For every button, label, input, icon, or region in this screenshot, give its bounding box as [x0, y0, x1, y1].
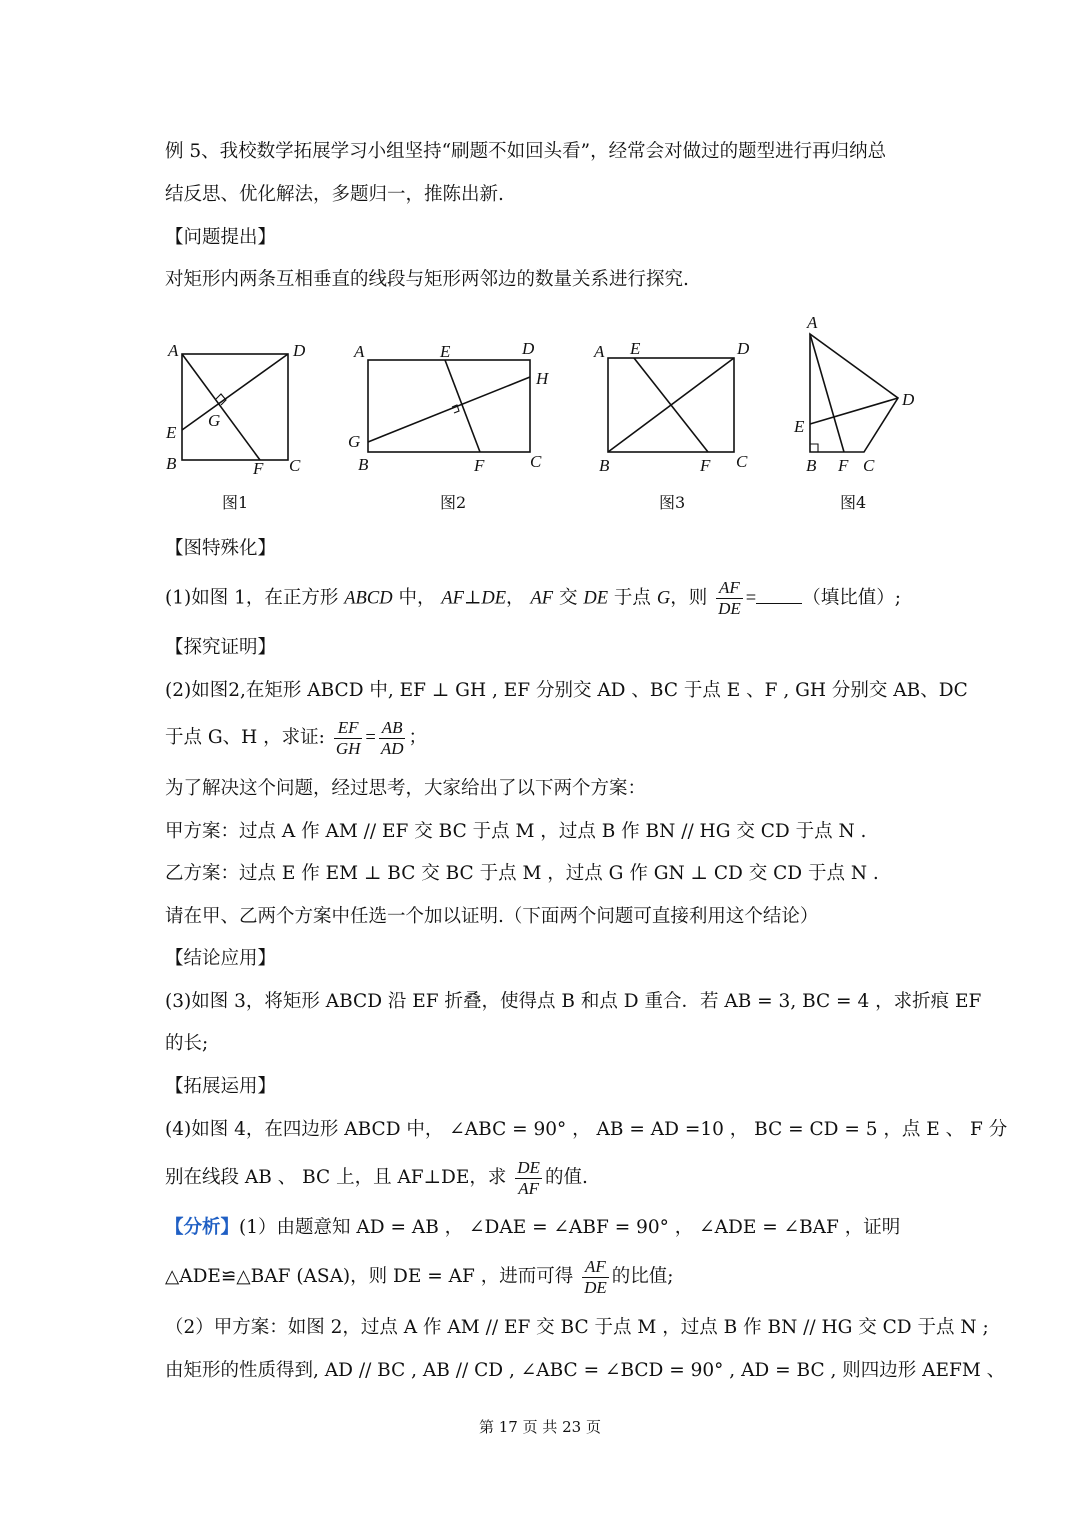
- figures-row: [150, 310, 940, 520]
- fig3-caption: 图3: [659, 493, 686, 512]
- question-3-line-2: 的长;: [165, 1033, 209, 1054]
- figures-svg: [150, 310, 940, 520]
- fig3-label-c: C: [736, 452, 748, 471]
- q1-g: G: [656, 588, 671, 609]
- fig1-label-d: D: [293, 341, 306, 360]
- fig4-label-d: D: [902, 390, 915, 409]
- fig4-label-c: C: [863, 456, 875, 475]
- fig4-label-f: F: [838, 456, 849, 475]
- q4-fraction: [515, 1158, 542, 1199]
- analysis-1-text-3: 的比值;: [611, 1266, 674, 1287]
- fig4-label-b: B: [806, 456, 817, 475]
- q2-frac2-num: AB: [379, 718, 406, 739]
- fig4-right-angle: [810, 444, 818, 452]
- analysis-1-text: (1）由题意知 AD = AB ， ∠DAE = ∠ABF = 90° ， ∠ADE = ∠BAF ，证明: [239, 1217, 901, 1238]
- fig3-label-e: E: [630, 339, 641, 358]
- q4-text-post: 的值.: [544, 1167, 588, 1188]
- q2-fraction-2: [379, 718, 406, 759]
- fig3-label-a: A: [594, 342, 605, 361]
- example-line-2: 结反思、优化解法，多题归一，推陈出新.: [165, 184, 504, 205]
- analysis-1-text-2: △ADE≌△BAF (ASA)，则 DE = AF ，进而可得: [165, 1266, 574, 1287]
- q1-af: AF: [530, 588, 554, 609]
- analysis-fraction: [582, 1257, 609, 1298]
- fig1-square: [182, 354, 288, 460]
- fig3-label-f: F: [700, 456, 711, 475]
- fig2-label-c: C: [530, 452, 542, 471]
- q1-text: 中，: [398, 587, 436, 609]
- q1-text: 交: [558, 587, 578, 609]
- fig2-caption: 图2: [440, 493, 467, 512]
- q1-text: ，则: [670, 587, 708, 609]
- q1-text: (1)如图 1，在正方形: [165, 587, 339, 609]
- fig1-label-g: G: [208, 411, 221, 430]
- question-2-line-1: (2)如图2,在矩形 ABCD 中, EF ⊥ GH , EF 分别交 AD 、BC 于点 E 、F , GH 分别交 AB、DC: [165, 680, 968, 701]
- question-4-line-2: [165, 1156, 925, 1200]
- example-line-1: 例 5、我校数学拓展学习小组坚持“刷题不如回头看”，经常会对做过的题型进行再归纳总: [165, 141, 887, 162]
- fig1-caption: 图1: [222, 493, 249, 512]
- question-2-line-3: 为了解决这个问题，经过思考，大家给出了以下两个方案：: [165, 778, 647, 799]
- fig4-quadrilateral: [810, 334, 898, 452]
- fig1-line-ed: [182, 354, 288, 430]
- fig1-label-e: E: [166, 423, 177, 442]
- fig3-line-bd: [608, 358, 734, 452]
- q4-text: 别在线段 AB 、 BC 上，且 AF⊥DE，求: [165, 1167, 507, 1188]
- q2-eq: =: [365, 728, 376, 748]
- question-3-line-1: (3)如图 3，将矩形 ABCD 沿 EF 折叠，使得点 B 和点 D 重合．若 AB = 3, BC = 4 ，求折痕 EF: [165, 991, 982, 1012]
- q2-fraction-1: [334, 718, 363, 759]
- fig2-label-b: B: [358, 455, 369, 474]
- fig2-label-a: A: [354, 342, 365, 361]
- fig2-line-ef: [445, 360, 480, 452]
- fig1-label-c: C: [289, 456, 301, 475]
- section-title-apply: 【结论应用】: [165, 948, 277, 969]
- question-1: [165, 578, 925, 619]
- analysis-2-line-1: （2）甲方案：如图 2，过点 A 作 AM // EF 交 BC 于点 M ，过点 B 作 BN // HG 交 CD 于点 N ;: [165, 1317, 989, 1338]
- analysis-2-line-2: 由矩形的性质得到, AD // BC , AB // CD , ∠ABC = ∠BCD = 90° , AD = BC , 则四边形 AEFM 、: [165, 1360, 1006, 1381]
- q1-abcd: ABCD: [344, 588, 393, 609]
- fig4-caption: 图4: [840, 493, 867, 512]
- q2-frac1-den: GH: [335, 738, 361, 758]
- q4-frac-den: AF: [518, 1178, 539, 1198]
- fig2-label-e: E: [440, 342, 451, 361]
- fig1-line-af: [182, 354, 260, 460]
- question-4-line-1: (4)如图 4，在四边形 ABCD 中， ∠ABC = 90° ， AB = AD =10 ， BC = CD = 5 ，点 E 、 F 分: [165, 1119, 1008, 1140]
- fig4-label-a: A: [807, 313, 818, 332]
- q1-fraction: [716, 578, 743, 619]
- fig1-label-b: B: [166, 454, 177, 473]
- q2-end: ；: [408, 727, 427, 748]
- fig1-label-a: A: [168, 341, 179, 360]
- fig2-label-h: H: [536, 369, 549, 388]
- section-title-extend: 【拓展运用】: [165, 1076, 277, 1097]
- page-footer: 第 17 页 共 23 页: [478, 1418, 601, 1436]
- q1-frac-num: AF: [716, 578, 743, 599]
- fig1-label-f: F: [253, 459, 264, 478]
- q2-text: 于点 G、H ，求证:: [165, 727, 325, 748]
- fig3-label-b: B: [599, 456, 610, 475]
- fig2-line-gh: [368, 377, 530, 442]
- fig2-label-g: G: [348, 432, 361, 451]
- section-title-problem: 【问题提出】: [165, 227, 277, 248]
- fig3-label-d: D: [737, 339, 750, 358]
- plan-b: 乙方案：过点 E 作 EM ⊥ BC 交 BC 于点 M ，过点 G 作 GN ⊥ CD 交 CD 于点 N .: [165, 863, 879, 884]
- section-title-special: 【图特殊化】: [165, 538, 277, 559]
- q1-eq: =: [745, 588, 757, 609]
- fig4-label-e: E: [794, 417, 805, 436]
- q4-frac-num: DE: [517, 1157, 540, 1177]
- q1-tail: （填比值）;: [802, 587, 901, 609]
- q1-perp: AF⊥DE: [441, 588, 507, 609]
- q1-frac-den: DE: [718, 599, 741, 618]
- fig2-label-f: F: [474, 456, 485, 475]
- fig2-label-d: D: [522, 339, 535, 358]
- q1-text: 于点: [613, 587, 651, 609]
- analysis-line-2: [165, 1255, 925, 1299]
- q1-de: DE: [583, 588, 609, 609]
- analysis-frac-den: DE: [584, 1277, 607, 1297]
- q1-text: ，: [506, 587, 525, 609]
- q2-frac1-num: EF: [334, 718, 363, 739]
- fig4-line-af: [810, 334, 844, 452]
- question-2-line-2: [165, 716, 925, 760]
- fig2-rect: [368, 360, 530, 452]
- analysis-line-1: [165, 1213, 925, 1243]
- section-title-proof: 【探究证明】: [165, 637, 277, 658]
- answer-blank: [756, 589, 802, 604]
- analysis-tag: 【分析】: [165, 1217, 240, 1238]
- choose-plan: 请在甲、乙两个方案中任选一个加以证明.（下面两个问题可直接利用这个结论）: [165, 906, 819, 927]
- analysis-frac-num: AF: [582, 1257, 609, 1278]
- problem-text: 对矩形内两条互相垂直的线段与矩形两邻边的数量关系进行探究.: [165, 269, 689, 290]
- plan-a: 甲方案：过点 A 作 AM // EF 交 BC 于点 M ，过点 B 作 BN // HG 交 CD 于点 N .: [165, 821, 867, 842]
- q2-frac2-den: AD: [380, 738, 404, 758]
